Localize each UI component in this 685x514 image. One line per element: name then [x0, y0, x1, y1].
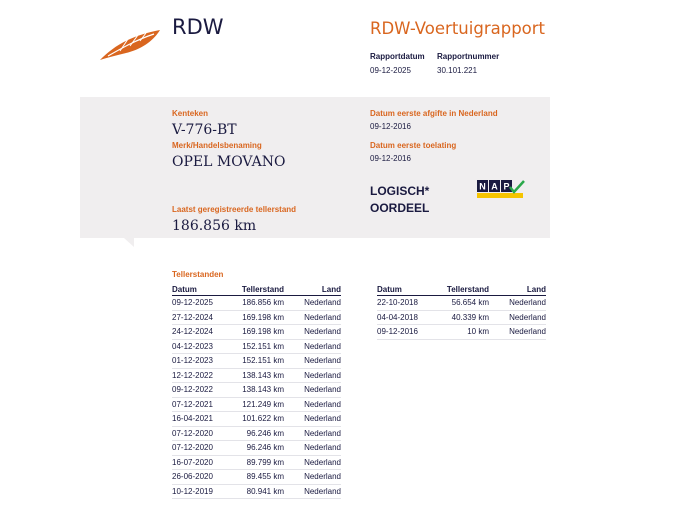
- cell-land: Nederland: [284, 455, 341, 470]
- tellerstanden-title: Tellerstanden: [172, 270, 224, 279]
- table-row: [377, 310, 546, 325]
- tellerstanden-table-right: [377, 283, 546, 340]
- nap-letter-a: A: [491, 181, 498, 192]
- cell-land: Nederland: [284, 397, 341, 412]
- cell-tellerstand: 138.143 km: [240, 383, 284, 398]
- afgifte-value: 09-12-2016: [370, 122, 411, 131]
- table-row: [172, 426, 341, 441]
- cell-datum: 24-12-2024: [172, 325, 240, 340]
- cell-land: Nederland: [284, 368, 341, 383]
- cell-land: Nederland: [284, 383, 341, 398]
- teller-label: Laatst geregistreerde tellerstand: [172, 205, 297, 214]
- toelating-value: 09-12-2016: [370, 154, 411, 163]
- cell-land: Nederland: [284, 296, 341, 311]
- table-row: [172, 441, 341, 456]
- cell-datum: 01-12-2023: [172, 354, 240, 369]
- rapportdatum-label: Rapportdatum: [370, 52, 425, 61]
- table-row: [172, 296, 341, 311]
- merk-label: Merk/Handelsbenaming: [172, 141, 262, 150]
- cell-tellerstand: 89.799 km: [240, 455, 284, 470]
- col-datum: Datum: [172, 283, 240, 296]
- rapportnummer-label: Rapportnummer: [437, 52, 500, 61]
- table-row: [172, 455, 341, 470]
- oordeel-line2: OORDEEL: [370, 201, 430, 215]
- cell-land: Nederland: [284, 484, 341, 499]
- toelating-field: [370, 141, 456, 163]
- cell-tellerstand: 10 km: [439, 325, 489, 340]
- cell-tellerstand: 96.246 km: [240, 441, 284, 456]
- toelating-label: Datum eerste toelating: [370, 141, 457, 150]
- table-row: [377, 325, 546, 340]
- table-row: [172, 470, 341, 485]
- afgifte-label: Datum eerste afgifte in Nederland: [370, 109, 498, 118]
- cell-land: Nederland: [284, 441, 341, 456]
- cell-land: Nederland: [489, 310, 546, 325]
- cell-datum: 04-12-2023: [172, 339, 240, 354]
- table-row: [172, 368, 341, 383]
- cell-land: Nederland: [489, 296, 546, 311]
- kenteken-value: V-776-BT: [172, 122, 237, 138]
- cell-tellerstand: 101.622 km: [240, 412, 284, 427]
- col-tellerstand: Tellerstand: [241, 284, 284, 294]
- cell-datum: 07-12-2021: [172, 397, 240, 412]
- cell-land: Nederland: [284, 310, 341, 325]
- merk-value: OPEL MOVANO: [172, 154, 286, 170]
- tellerstanden-table-left: [172, 283, 341, 499]
- oordeel: [370, 183, 429, 217]
- cell-tellerstand: 152.151 km: [240, 354, 284, 369]
- cell-datum: 12-12-2022: [172, 368, 240, 383]
- nap-letter-p: P: [503, 181, 510, 192]
- cell-datum: 26-06-2020: [172, 470, 240, 485]
- cell-datum: 09-12-2022: [172, 383, 240, 398]
- table-row: [172, 310, 341, 325]
- merk-field: [172, 141, 285, 170]
- cell-land: Nederland: [284, 426, 341, 441]
- cell-tellerstand: 80.941 km: [240, 484, 284, 499]
- cell-datum: 09-12-2025: [172, 296, 240, 311]
- cell-tellerstand: 138.143 km: [240, 368, 284, 383]
- table-header-row: [377, 283, 546, 296]
- cell-tellerstand: 56.654 km: [439, 296, 489, 311]
- table-row: [172, 383, 341, 398]
- oordeel-line1: LOGISCH*: [370, 184, 430, 198]
- cell-tellerstand: 169.198 km: [240, 325, 284, 340]
- cell-tellerstand: 152.151 km: [240, 339, 284, 354]
- kenteken-label: Kenteken: [172, 109, 209, 118]
- cell-datum: 09-12-2016: [377, 325, 439, 340]
- kenteken-field: [172, 109, 237, 138]
- table-row: [377, 296, 546, 311]
- cell-land: Nederland: [284, 339, 341, 354]
- cell-datum: 07-12-2020: [172, 426, 240, 441]
- cell-datum: 16-04-2021: [172, 412, 240, 427]
- nap-check-icon: [477, 180, 525, 200]
- cell-tellerstand: 96.246 km: [240, 426, 284, 441]
- table-row: [172, 325, 341, 340]
- nap-letter-n: N: [479, 181, 486, 192]
- rapportdatum: [370, 52, 425, 75]
- report-title: RDW-Voertuigrapport: [370, 19, 546, 38]
- cell-datum: 16-07-2020: [172, 455, 240, 470]
- col-tellerstand: Tellerstand: [439, 283, 489, 296]
- cell-land: Nederland: [489, 325, 546, 340]
- col-datum: Datum: [377, 283, 439, 296]
- cell-tellerstand: 89.455 km: [240, 470, 284, 485]
- table-row: [172, 484, 341, 499]
- teller-field: [172, 205, 296, 234]
- cell-datum: 27-12-2024: [172, 310, 240, 325]
- cell-datum: 07-12-2020: [172, 441, 240, 456]
- cell-tellerstand: 121.249 km: [240, 397, 284, 412]
- col-land: Land: [284, 283, 341, 296]
- cell-land: Nederland: [284, 354, 341, 369]
- rapportdatum-value: 09-12-2025: [370, 66, 411, 75]
- cell-datum: 22-10-2018: [377, 296, 439, 311]
- cell-land: Nederland: [284, 325, 341, 340]
- cell-datum: 10-12-2019: [172, 484, 240, 499]
- brand-name: RDW: [172, 15, 224, 39]
- cell-land: Nederland: [284, 412, 341, 427]
- cell-tellerstand: 40.339 km: [439, 310, 489, 325]
- cell-tellerstand: 169.198 km: [240, 310, 284, 325]
- rapportnummer: [437, 52, 499, 75]
- cell-datum: 04-04-2018: [377, 310, 439, 325]
- afgifte-field: [370, 109, 498, 131]
- table-header-row: [172, 283, 341, 296]
- rdw-logo-icon: [98, 26, 162, 62]
- panel-notch: [124, 238, 134, 247]
- table-row: [172, 397, 341, 412]
- rapportnummer-value: 30.101.221: [437, 66, 478, 75]
- table-row: [172, 354, 341, 369]
- table-row: [172, 339, 341, 354]
- col-land: Land: [489, 283, 546, 296]
- table-row: [172, 412, 341, 427]
- cell-tellerstand: 186.856 km: [240, 296, 284, 311]
- teller-value: 186.856 km: [172, 218, 257, 234]
- cell-land: Nederland: [284, 470, 341, 485]
